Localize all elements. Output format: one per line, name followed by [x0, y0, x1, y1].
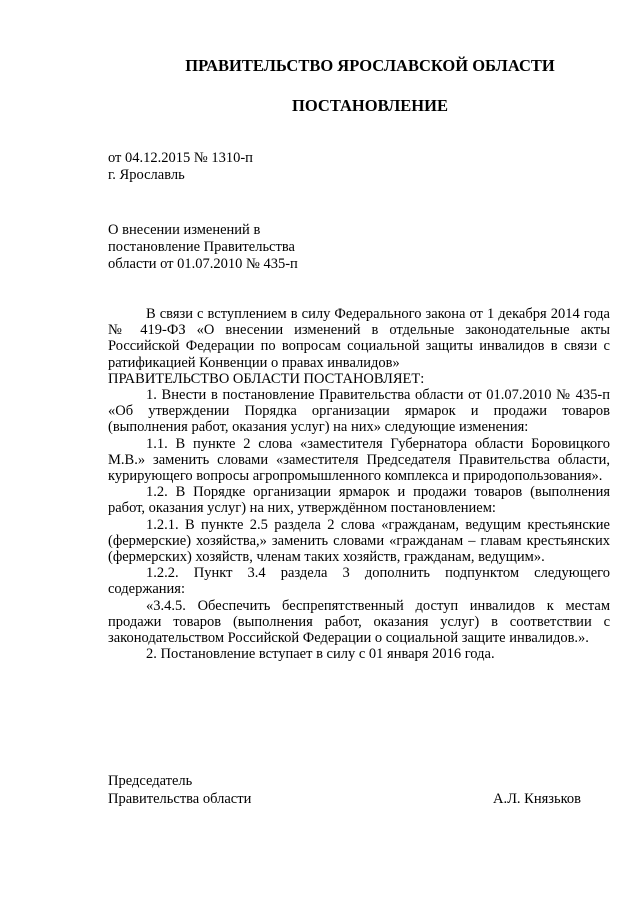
paragraph-1-2-1: 1.2.1. В пункте 2.5 раздела 2 слова «гражданам, ведущим крестьянские (фермерские) хозяйства,» заменить словами «гражданам – главам крестьянских (фермерских) хозяйств, членам таких хозяйств, гражданам, ведущим».: [108, 516, 610, 566]
paragraph-2: 2. Постановление вступает в силу с 01 января 2016 года.: [146, 646, 495, 663]
paragraph-1-1: 1.1. В пункте 2 слова «заместителя Губернатора области Боровицкого М.В.» заменить словами «заместителя Председателя Правительства области, курирующего вопросы агропромышленного комплекса и природопользования».: [108, 435, 610, 485]
city: г. Ярославль: [108, 167, 185, 183]
subject-line-1: О внесении изменений в: [108, 222, 261, 238]
date-number: от 04.12.2015 № 1310-п: [108, 150, 253, 166]
government-heading: ПРАВИТЕЛЬСТВО ЯРОСЛАВСКОЙ ОБЛАСТИ: [185, 56, 555, 75]
document-body: [108, 306, 610, 662]
paragraph-1-2: 1.2. В Порядке организации ярмарок и продажи товаров (выполнения работ, оказания услуг) на них, утверждённом постановлением:: [108, 484, 610, 517]
signatory-position-2: Правительства области: [108, 791, 252, 807]
signatory-position-1: Председатель: [108, 773, 193, 789]
paragraph-1-2-2: 1.2.2. Пункт 3.4 раздела 3 дополнить подпунктом следующего содержания:: [108, 565, 610, 598]
paragraph-1: 1. Внести в постановление Правительства области от 01.07.2010 № 435-п «Об утверждении Порядка организации ярмарок и продажи товаров (выполнения работ, оказания услуг) на них» следующие изменения:: [108, 387, 610, 436]
document-type-heading: ПОСТАНОВЛЕНИЕ: [292, 96, 448, 115]
preamble-paragraph: В связи с вступлением в силу Федерального закона от 1 декабря 2014 года № 419-ФЗ «О внесении изменений в отдельные законодательные акты Российской Федерации по вопросам социальной защиты инвалидов в связи с ратификацией Конвенции о правах инвалидов»: [108, 306, 610, 371]
subject-line-2: постановление Правительства: [108, 239, 295, 255]
resolves-line: ПРАВИТЕЛЬСТВО ОБЛАСТИ ПОСТАНОВЛЯЕТ:: [108, 370, 425, 387]
paragraph-3-4-5: «3.4.5. Обеспечить беспрепятственный доступ инвалидов к местам продажи товаров (выполнения работ, оказания услуг) в соответствии с законодательством Российской Федерации о социальной защите инвалидов.».: [108, 597, 610, 647]
signatory-name: А.Л. Князьков: [493, 791, 582, 807]
subject-line-3: области от 01.07.2010 № 435-п: [108, 256, 298, 272]
